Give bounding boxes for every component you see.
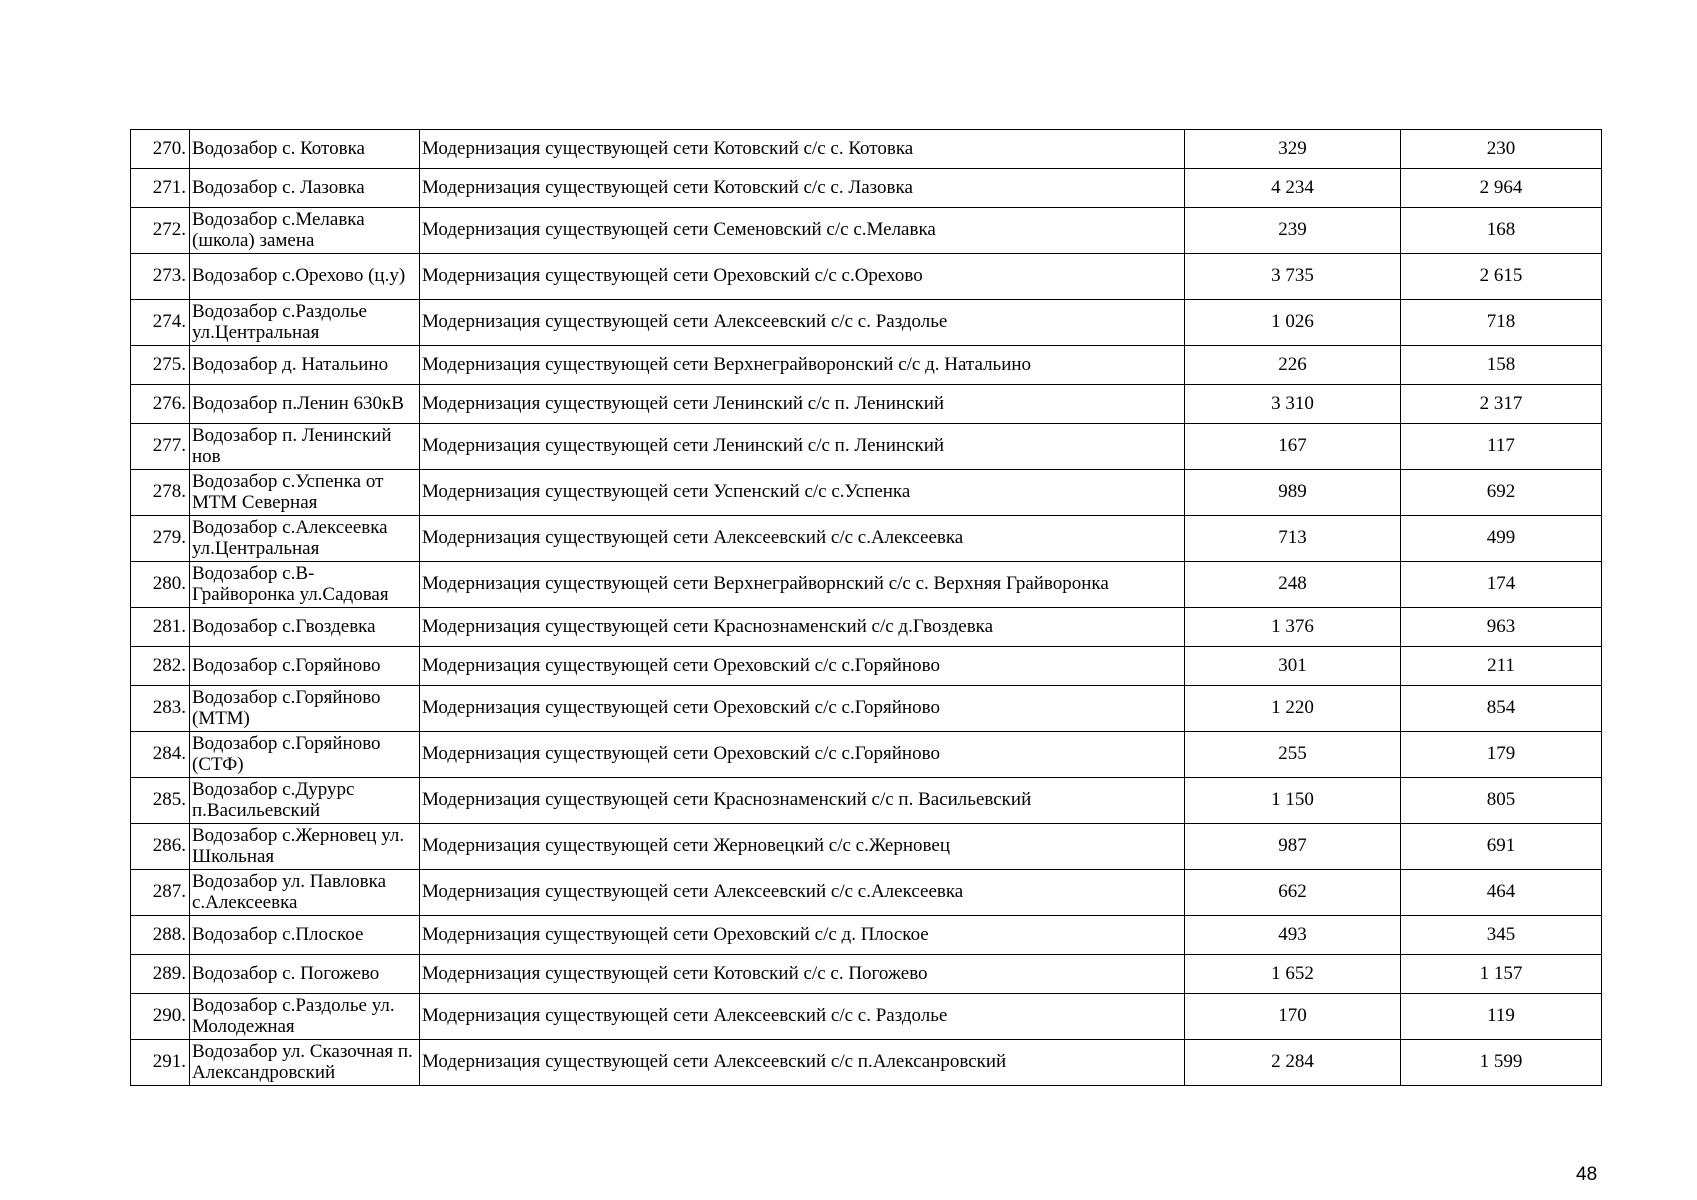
table-row — [131, 686, 1602, 732]
work-description: Модернизация существующей сети Ленинский с/с п. Ленинский — [420, 385, 1185, 424]
object-name: Водозабор с.Раздолье ул. Молодежная — [190, 994, 420, 1040]
value-column-1: 170 — [1185, 994, 1401, 1040]
table-row — [131, 424, 1602, 470]
work-description: Модернизация существующей сети Котовский с/с с. Котовка — [420, 130, 1185, 169]
row-number: 288. — [131, 916, 190, 955]
object-name: Водозабор с. Погожево — [190, 955, 420, 994]
work-description: Модернизация существующей сети Алексеевский с/с с.Алексеевка — [420, 516, 1185, 562]
object-name: Водозабор с.Горяйново (СТФ) — [190, 732, 420, 778]
value-column-2: 117 — [1401, 424, 1602, 470]
row-number: 270. — [131, 130, 190, 169]
work-description: Модернизация существующей сети Семеновский с/с с.Мелавка — [420, 208, 1185, 254]
value-column-2: 805 — [1401, 778, 1602, 824]
object-name: Водозабор с.Мелавка (школа) замена — [190, 208, 420, 254]
work-description: Модернизация существующей сети Алексеевский с/с с. Раздолье — [420, 300, 1185, 346]
value-column-1: 239 — [1185, 208, 1401, 254]
table-row — [131, 516, 1602, 562]
value-column-1: 713 — [1185, 516, 1401, 562]
work-description: Модернизация существующей сети Краснознаменский с/с д.Гвоздевка — [420, 608, 1185, 647]
table-row — [131, 169, 1602, 208]
row-number: 282. — [131, 647, 190, 686]
table-row — [131, 130, 1602, 169]
work-description: Модернизация существующей сети Жерновецкий с/с с.Жерновец — [420, 824, 1185, 870]
table-row — [131, 254, 1602, 300]
table-row — [131, 994, 1602, 1040]
value-column-1: 255 — [1185, 732, 1401, 778]
work-description: Модернизация существующей сети Ореховский с/с с.Горяйново — [420, 732, 1185, 778]
value-column-1: 167 — [1185, 424, 1401, 470]
value-column-1: 1 376 — [1185, 608, 1401, 647]
work-description: Модернизация существующей сети Ореховский с/с с.Орехово — [420, 254, 1185, 300]
row-number: 291. — [131, 1040, 190, 1086]
value-column-2: 718 — [1401, 300, 1602, 346]
table-row — [131, 300, 1602, 346]
value-column-2: 2 615 — [1401, 254, 1602, 300]
work-description: Модернизация существующей сети Алексеевский с/с с. Раздолье — [420, 994, 1185, 1040]
row-number: 289. — [131, 955, 190, 994]
object-name: Водозабор п. Ленинский нов — [190, 424, 420, 470]
value-column-2: 168 — [1401, 208, 1602, 254]
row-number: 272. — [131, 208, 190, 254]
page-number: 48 — [1576, 1164, 1598, 1185]
row-number: 273. — [131, 254, 190, 300]
table-row — [131, 1040, 1602, 1086]
object-name: Водозабор с.Горяйново — [190, 647, 420, 686]
work-description: Модернизация существующей сети Ореховский с/с д. Плоское — [420, 916, 1185, 955]
row-number: 276. — [131, 385, 190, 424]
work-description: Модернизация существующей сети Верхнеграйворонский с/с д. Натальино — [420, 346, 1185, 385]
object-name: Водозабор с.В-Грайворонка ул.Садовая — [190, 562, 420, 608]
table-row — [131, 608, 1602, 647]
value-column-1: 1 026 — [1185, 300, 1401, 346]
value-column-1: 3 735 — [1185, 254, 1401, 300]
value-column-1: 4 234 — [1185, 169, 1401, 208]
value-column-2: 464 — [1401, 870, 1602, 916]
row-number: 279. — [131, 516, 190, 562]
object-name: Водозабор ул. Сказочная п. Александровский — [190, 1040, 420, 1086]
work-description: Модернизация существующей сети Котовский с/с с. Погожево — [420, 955, 1185, 994]
value-column-1: 989 — [1185, 470, 1401, 516]
work-description: Модернизация существующей сети Алексеевский с/с п.Алексанровский — [420, 1040, 1185, 1086]
row-number: 290. — [131, 994, 190, 1040]
work-description: Модернизация существующей сети Алексеевский с/с с.Алексеевка — [420, 870, 1185, 916]
value-column-2: 692 — [1401, 470, 1602, 516]
row-number: 284. — [131, 732, 190, 778]
table-row — [131, 732, 1602, 778]
object-name: Водозабор с. Лазовка — [190, 169, 420, 208]
value-column-2: 119 — [1401, 994, 1602, 1040]
object-name: Водозабор ул. Павловка с.Алексеевка — [190, 870, 420, 916]
object-name: Водозабор с.Дурурс п.Васильевский — [190, 778, 420, 824]
table-row — [131, 870, 1602, 916]
row-number: 285. — [131, 778, 190, 824]
value-column-1: 226 — [1185, 346, 1401, 385]
row-number: 275. — [131, 346, 190, 385]
table-row — [131, 955, 1602, 994]
table-row — [131, 346, 1602, 385]
object-name: Водозабор с.Алексеевка ул.Центральная — [190, 516, 420, 562]
table-body — [131, 130, 1602, 1086]
value-column-2: 2 317 — [1401, 385, 1602, 424]
row-number: 283. — [131, 686, 190, 732]
work-description: Модернизация существующей сети Ореховский с/с с.Горяйново — [420, 686, 1185, 732]
value-column-2: 174 — [1401, 562, 1602, 608]
value-column-2: 963 — [1401, 608, 1602, 647]
table-row — [131, 647, 1602, 686]
object-name: Водозабор д. Натальино — [190, 346, 420, 385]
table-row — [131, 916, 1602, 955]
value-column-1: 329 — [1185, 130, 1401, 169]
value-column-1: 1 220 — [1185, 686, 1401, 732]
object-name: Водозабор с. Котовка — [190, 130, 420, 169]
work-description: Модернизация существующей сети Верхнеграйворнский с/с с. Верхняя Грайворонка — [420, 562, 1185, 608]
object-name: Водозабор с.Орехово (ц.у) — [190, 254, 420, 300]
table-row — [131, 385, 1602, 424]
work-description: Модернизация существующей сети Краснознаменский с/с п. Васильевский — [420, 778, 1185, 824]
objects-table — [130, 129, 1602, 1086]
value-column-2: 2 964 — [1401, 169, 1602, 208]
value-column-1: 3 310 — [1185, 385, 1401, 424]
value-column-1: 248 — [1185, 562, 1401, 608]
table-row — [131, 562, 1602, 608]
value-column-2: 345 — [1401, 916, 1602, 955]
value-column-2: 1 599 — [1401, 1040, 1602, 1086]
value-column-1: 662 — [1185, 870, 1401, 916]
row-number: 281. — [131, 608, 190, 647]
row-number: 278. — [131, 470, 190, 516]
object-name: Водозабор с.Горяйново (МТМ) — [190, 686, 420, 732]
value-column-1: 1 652 — [1185, 955, 1401, 994]
value-column-1: 301 — [1185, 647, 1401, 686]
work-description: Модернизация существующей сети Успенский с/с с.Успенка — [420, 470, 1185, 516]
value-column-2: 691 — [1401, 824, 1602, 870]
object-name: Водозабор с.Успенка от МТМ Северная — [190, 470, 420, 516]
row-number: 287. — [131, 870, 190, 916]
object-name: Водозабор с.Плоское — [190, 916, 420, 955]
work-description: Модернизация существующей сети Ленинский с/с п. Ленинский — [420, 424, 1185, 470]
row-number: 271. — [131, 169, 190, 208]
object-name: Водозабор с.Жерновец ул. Школьная — [190, 824, 420, 870]
value-column-2: 499 — [1401, 516, 1602, 562]
value-column-2: 230 — [1401, 130, 1602, 169]
object-name: Водозабор п.Ленин 630кВ — [190, 385, 420, 424]
work-description: Модернизация существующей сети Котовский с/с с. Лазовка — [420, 169, 1185, 208]
value-column-1: 493 — [1185, 916, 1401, 955]
table-row — [131, 778, 1602, 824]
value-column-2: 158 — [1401, 346, 1602, 385]
row-number: 274. — [131, 300, 190, 346]
row-number: 280. — [131, 562, 190, 608]
value-column-2: 179 — [1401, 732, 1602, 778]
table-row — [131, 208, 1602, 254]
value-column-2: 211 — [1401, 647, 1602, 686]
value-column-2: 854 — [1401, 686, 1602, 732]
value-column-1: 987 — [1185, 824, 1401, 870]
object-name: Водозабор с.Раздолье ул.Центральная — [190, 300, 420, 346]
row-number: 277. — [131, 424, 190, 470]
value-column-1: 1 150 — [1185, 778, 1401, 824]
object-name: Водозабор с.Гвоздевка — [190, 608, 420, 647]
row-number: 286. — [131, 824, 190, 870]
value-column-2: 1 157 — [1401, 955, 1602, 994]
work-description: Модернизация существующей сети Ореховский с/с с.Горяйново — [420, 647, 1185, 686]
table-row — [131, 470, 1602, 516]
value-column-1: 2 284 — [1185, 1040, 1401, 1086]
table-row — [131, 824, 1602, 870]
